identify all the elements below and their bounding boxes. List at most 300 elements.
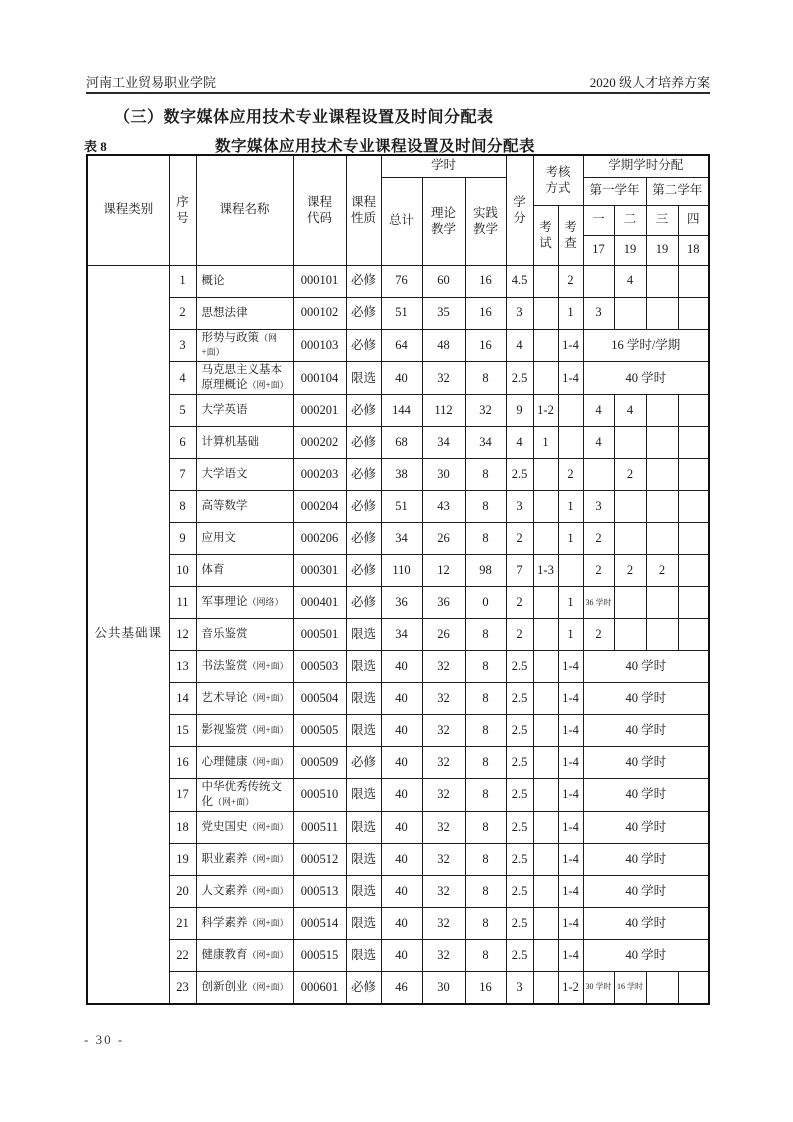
course-name-cell bbox=[196, 265, 293, 297]
semester-hours-merged-cell: 40 学时 bbox=[583, 779, 709, 812]
hours-practice-cell: 8 bbox=[465, 844, 506, 876]
hours-total-cell: 40 bbox=[381, 908, 422, 940]
semester-3-hours-cell bbox=[646, 459, 678, 491]
hours-practice-cell: 8 bbox=[465, 715, 506, 747]
section-heading: （三）数字媒体应用技术专业课程设置及时间分配表 bbox=[114, 109, 494, 126]
credit-cell: 3 bbox=[506, 297, 533, 329]
semester-hours-merged-cell: 40 学时 bbox=[583, 844, 709, 876]
course-table-body bbox=[87, 265, 709, 1004]
semester-2-hours-cell bbox=[614, 297, 646, 329]
course-name-text: 思想法律 bbox=[201, 306, 248, 319]
semester-hours-merged-cell: 40 学时 bbox=[583, 876, 709, 908]
course-no-cell: 3 bbox=[169, 329, 196, 362]
week-count-sem1: 17 bbox=[583, 235, 614, 265]
week-count-sem3: 19 bbox=[646, 235, 678, 265]
course-row bbox=[87, 908, 709, 940]
course-code-cell: 000601 bbox=[293, 972, 346, 1004]
credit-cell: 2.5 bbox=[506, 844, 533, 876]
hours-practice-cell: 8 bbox=[465, 876, 506, 908]
course-code-cell: 000104 bbox=[293, 362, 346, 395]
course-name-note: （网+面） bbox=[213, 797, 255, 808]
semester-4-hours-cell bbox=[678, 587, 709, 619]
hours-theory-cell: 36 bbox=[422, 587, 465, 619]
hours-practice-cell: 8 bbox=[465, 779, 506, 812]
hours-theory-cell: 12 bbox=[422, 555, 465, 587]
course-name-text: 中华优秀传统文化 bbox=[201, 781, 282, 809]
course-name-cell bbox=[196, 844, 293, 876]
hours-total-cell: 38 bbox=[381, 459, 422, 491]
semester-3-hours-cell bbox=[646, 265, 678, 297]
credit-cell: 9 bbox=[506, 395, 533, 427]
course-row bbox=[87, 459, 709, 491]
hours-total-cell: 34 bbox=[381, 619, 422, 651]
course-row bbox=[87, 523, 709, 555]
exam-semester-cell bbox=[533, 683, 558, 715]
col-header-total: 总计 bbox=[381, 177, 422, 265]
exam-semester-cell bbox=[533, 587, 558, 619]
semester-3-hours-cell bbox=[646, 587, 678, 619]
credit-cell: 2.5 bbox=[506, 459, 533, 491]
course-code-cell: 000515 bbox=[293, 940, 346, 972]
course-code-cell: 000503 bbox=[293, 651, 346, 683]
hours-total-cell: 68 bbox=[381, 427, 422, 459]
course-no-cell: 2 bbox=[169, 297, 196, 329]
course-nature-cell: 限选 bbox=[346, 908, 381, 940]
course-nature-cell: 限选 bbox=[346, 876, 381, 908]
course-name-text: 应用文 bbox=[201, 532, 236, 545]
course-nature-cell: 必修 bbox=[346, 491, 381, 523]
hours-practice-cell: 8 bbox=[465, 908, 506, 940]
course-code-cell: 000501 bbox=[293, 619, 346, 651]
course-row bbox=[87, 619, 709, 651]
course-no-cell: 21 bbox=[169, 908, 196, 940]
hours-theory-cell: 34 bbox=[422, 427, 465, 459]
col-header-sem1: 一 bbox=[583, 205, 614, 235]
col-header-sem4: 四 bbox=[678, 205, 709, 235]
course-row bbox=[87, 555, 709, 587]
exam-semester-cell: 1-2 bbox=[533, 395, 558, 427]
course-no-cell: 14 bbox=[169, 683, 196, 715]
course-nature-cell: 必修 bbox=[346, 747, 381, 779]
hours-total-cell: 36 bbox=[381, 587, 422, 619]
hours-practice-cell: 0 bbox=[465, 587, 506, 619]
course-name-note: （网+面） bbox=[247, 725, 289, 736]
hours-total-cell: 64 bbox=[381, 329, 422, 362]
course-row bbox=[87, 812, 709, 844]
semester-3-hours-cell bbox=[646, 619, 678, 651]
course-schedule-table bbox=[86, 154, 710, 1005]
course-no-cell: 16 bbox=[169, 747, 196, 779]
check-semester-cell: 2 bbox=[558, 265, 583, 297]
course-name-cell bbox=[196, 459, 293, 491]
col-header-credit bbox=[506, 155, 533, 265]
category-cell: 公共基础课 bbox=[87, 265, 169, 1004]
table-caption bbox=[86, 134, 708, 154]
course-nature-cell: 必修 bbox=[346, 555, 381, 587]
exam-semester-cell: 1-3 bbox=[533, 555, 558, 587]
semester-2-hours-cell: 2 bbox=[614, 555, 646, 587]
course-code-cell: 000202 bbox=[293, 427, 346, 459]
semester-2-hours-cell bbox=[614, 587, 646, 619]
hours-total-cell: 40 bbox=[381, 651, 422, 683]
semester-4-hours-cell bbox=[678, 555, 709, 587]
hours-total-cell: 40 bbox=[381, 715, 422, 747]
course-name-text: 心理健康 bbox=[201, 756, 248, 769]
course-name-text: 大学语文 bbox=[201, 468, 248, 481]
hours-total-cell: 110 bbox=[381, 555, 422, 587]
col-header-nature-label: 课程性质 bbox=[350, 195, 376, 226]
semester-2-hours-cell bbox=[614, 491, 646, 523]
credit-cell: 2.5 bbox=[506, 779, 533, 812]
course-code-cell: 000101 bbox=[293, 265, 346, 297]
course-row bbox=[87, 651, 709, 683]
course-name-text: 书法鉴赏 bbox=[201, 660, 248, 673]
semester-hours-merged-cell: 40 学时 bbox=[583, 715, 709, 747]
check-semester-cell: 1-4 bbox=[558, 362, 583, 395]
course-row bbox=[87, 329, 709, 362]
semester-4-hours-cell bbox=[678, 297, 709, 329]
col-group-year1: 第一学年 bbox=[583, 177, 646, 205]
semester-4-hours-cell bbox=[678, 523, 709, 555]
course-code-cell: 000511 bbox=[293, 812, 346, 844]
credit-cell: 4.5 bbox=[506, 265, 533, 297]
credit-cell: 2.5 bbox=[506, 940, 533, 972]
credit-cell: 2.5 bbox=[506, 747, 533, 779]
course-row bbox=[87, 876, 709, 908]
hours-theory-cell: 32 bbox=[422, 715, 465, 747]
hours-theory-cell: 32 bbox=[422, 683, 465, 715]
credit-cell: 2.5 bbox=[506, 812, 533, 844]
course-no-cell: 22 bbox=[169, 940, 196, 972]
course-name-note: （网+面） bbox=[201, 332, 278, 358]
check-semester-cell: 1-4 bbox=[558, 812, 583, 844]
course-nature-cell: 限选 bbox=[346, 362, 381, 395]
course-name-cell bbox=[196, 683, 293, 715]
hours-practice-cell: 8 bbox=[465, 651, 506, 683]
course-nature-cell: 必修 bbox=[346, 459, 381, 491]
course-name-cell bbox=[196, 876, 293, 908]
hours-practice-cell: 98 bbox=[465, 555, 506, 587]
hours-practice-cell: 16 bbox=[465, 329, 506, 362]
semester-1-hours-cell: 4 bbox=[583, 395, 614, 427]
course-name-text: 人文素养 bbox=[201, 885, 248, 898]
exam-semester-cell bbox=[533, 491, 558, 523]
semester-hours-merged-cell: 40 学时 bbox=[583, 908, 709, 940]
col-header-theory-label: 理论教学 bbox=[430, 205, 456, 236]
exam-semester-cell bbox=[533, 779, 558, 812]
semester-1-hours-cell: 30 学时 bbox=[583, 972, 614, 1004]
check-semester-cell bbox=[558, 395, 583, 427]
course-code-cell: 000513 bbox=[293, 876, 346, 908]
course-name-cell bbox=[196, 491, 293, 523]
semester-3-hours-cell: 2 bbox=[646, 555, 678, 587]
semester-hours-merged-cell: 40 学时 bbox=[583, 940, 709, 972]
hours-practice-cell: 8 bbox=[465, 523, 506, 555]
credit-cell: 3 bbox=[506, 491, 533, 523]
check-semester-cell: 1 bbox=[558, 297, 583, 329]
check-semester-cell: 1-4 bbox=[558, 876, 583, 908]
semester-2-hours-cell: 2 bbox=[614, 459, 646, 491]
semester-1-hours-cell bbox=[583, 459, 614, 491]
exam-semester-cell bbox=[533, 619, 558, 651]
course-nature-cell: 必修 bbox=[346, 972, 381, 1004]
hours-practice-cell: 8 bbox=[465, 491, 506, 523]
page-number: - 30 - bbox=[84, 1032, 125, 1047]
hours-practice-cell: 8 bbox=[465, 812, 506, 844]
semester-2-hours-cell bbox=[614, 619, 646, 651]
course-name-cell bbox=[196, 908, 293, 940]
course-code-cell: 000514 bbox=[293, 908, 346, 940]
course-name-cell bbox=[196, 587, 293, 619]
hours-theory-cell: 26 bbox=[422, 523, 465, 555]
check-semester-cell: 1-4 bbox=[558, 844, 583, 876]
course-no-cell: 23 bbox=[169, 972, 196, 1004]
hours-practice-cell: 8 bbox=[465, 940, 506, 972]
col-header-theory bbox=[422, 177, 465, 265]
course-name-text: 马克思主义基本原理概论 bbox=[201, 364, 282, 392]
col-group-year2: 第二学年 bbox=[646, 177, 709, 205]
table-title: 数字媒体应用技术专业课程设置及时间分配表 bbox=[214, 138, 535, 155]
hours-theory-cell: 48 bbox=[422, 329, 465, 362]
col-group-hours: 学时 bbox=[381, 155, 506, 177]
course-no-cell: 6 bbox=[169, 427, 196, 459]
col-header-exam-label: 考试 bbox=[539, 219, 552, 250]
hours-total-cell: 40 bbox=[381, 876, 422, 908]
hours-theory-cell: 32 bbox=[422, 747, 465, 779]
header-plan-name: 2020 级人才培养方案 bbox=[589, 75, 710, 90]
col-header-check-label: 考查 bbox=[564, 219, 577, 250]
check-semester-cell: 1 bbox=[558, 491, 583, 523]
course-name-cell bbox=[196, 329, 293, 362]
course-nature-cell: 限选 bbox=[346, 812, 381, 844]
course-name-text: 影视鉴赏 bbox=[201, 724, 248, 737]
semester-1-hours-cell: 2 bbox=[583, 523, 614, 555]
semester-hours-merged-cell: 40 学时 bbox=[583, 651, 709, 683]
course-name-text: 体育 bbox=[201, 564, 225, 577]
exam-semester-cell bbox=[533, 812, 558, 844]
course-name-cell bbox=[196, 395, 293, 427]
course-nature-cell: 限选 bbox=[346, 715, 381, 747]
hours-practice-cell: 16 bbox=[465, 265, 506, 297]
course-row bbox=[87, 427, 709, 459]
semester-1-hours-cell: 2 bbox=[583, 619, 614, 651]
course-code-cell: 000504 bbox=[293, 683, 346, 715]
hours-theory-cell: 32 bbox=[422, 812, 465, 844]
course-code-cell: 000102 bbox=[293, 297, 346, 329]
course-name-cell bbox=[196, 940, 293, 972]
check-semester-cell: 1 bbox=[558, 587, 583, 619]
credit-cell: 3 bbox=[506, 972, 533, 1004]
exam-semester-cell bbox=[533, 908, 558, 940]
course-code-cell: 000301 bbox=[293, 555, 346, 587]
course-no-cell: 15 bbox=[169, 715, 196, 747]
course-nature-cell: 限选 bbox=[346, 683, 381, 715]
week-count-sem2: 19 bbox=[614, 235, 646, 265]
course-no-cell: 18 bbox=[169, 812, 196, 844]
col-header-sem3: 三 bbox=[646, 205, 678, 235]
exam-semester-cell bbox=[533, 940, 558, 972]
semester-3-hours-cell bbox=[646, 523, 678, 555]
course-name-text: 军事理论 bbox=[201, 596, 248, 609]
course-no-cell: 1 bbox=[169, 265, 196, 297]
semester-4-hours-cell bbox=[678, 395, 709, 427]
check-semester-cell: 1-4 bbox=[558, 908, 583, 940]
check-semester-cell: 1-4 bbox=[558, 329, 583, 362]
col-header-category: 课程类别 bbox=[87, 155, 169, 265]
course-nature-cell: 必修 bbox=[346, 587, 381, 619]
course-name-text: 高等数学 bbox=[201, 500, 248, 513]
exam-semester-cell bbox=[533, 362, 558, 395]
exam-semester-cell bbox=[533, 265, 558, 297]
week-count-sem4: 18 bbox=[678, 235, 709, 265]
semester-hours-merged-cell: 40 学时 bbox=[583, 683, 709, 715]
semester-1-hours-cell bbox=[583, 265, 614, 297]
col-group-assessment-label: 考核方式 bbox=[545, 165, 571, 196]
course-name-note: （网+面） bbox=[247, 661, 289, 672]
col-header-code bbox=[293, 155, 346, 265]
course-row bbox=[87, 747, 709, 779]
col-header-no-label: 序号 bbox=[176, 195, 189, 226]
course-row bbox=[87, 940, 709, 972]
course-no-cell: 20 bbox=[169, 876, 196, 908]
hours-theory-cell: 32 bbox=[422, 876, 465, 908]
check-semester-cell bbox=[558, 555, 583, 587]
hours-practice-cell: 34 bbox=[465, 427, 506, 459]
semester-1-hours-cell: 3 bbox=[583, 491, 614, 523]
hours-theory-cell: 32 bbox=[422, 908, 465, 940]
course-no-cell: 12 bbox=[169, 619, 196, 651]
course-code-cell: 000203 bbox=[293, 459, 346, 491]
credit-cell: 2 bbox=[506, 587, 533, 619]
course-row bbox=[87, 362, 709, 395]
course-code-cell: 000509 bbox=[293, 747, 346, 779]
semester-2-hours-cell: 4 bbox=[614, 265, 646, 297]
semester-hours-merged-cell: 40 学时 bbox=[583, 747, 709, 779]
course-row bbox=[87, 972, 709, 1004]
semester-4-hours-cell bbox=[678, 972, 709, 1004]
credit-cell: 2.5 bbox=[506, 362, 533, 395]
course-code-cell: 000103 bbox=[293, 329, 346, 362]
credit-cell: 2.5 bbox=[506, 876, 533, 908]
exam-semester-cell bbox=[533, 329, 558, 362]
col-header-check bbox=[558, 205, 583, 265]
course-name-text: 健康教育 bbox=[201, 949, 248, 962]
semester-1-hours-cell: 2 bbox=[583, 555, 614, 587]
course-name-text: 音乐鉴赏 bbox=[201, 628, 248, 641]
exam-semester-cell: 1 bbox=[533, 427, 558, 459]
course-nature-cell: 必修 bbox=[346, 523, 381, 555]
hours-total-cell: 46 bbox=[381, 972, 422, 1004]
exam-semester-cell bbox=[533, 972, 558, 1004]
course-row bbox=[87, 587, 709, 619]
col-header-name: 课程名称 bbox=[196, 155, 293, 265]
col-group-assessment bbox=[533, 155, 583, 205]
check-semester-cell: 1-2 bbox=[558, 972, 583, 1004]
course-name-cell bbox=[196, 715, 293, 747]
course-name-note: （网+面） bbox=[247, 854, 289, 865]
semester-1-hours-cell: 36 学时 bbox=[583, 587, 614, 619]
hours-theory-cell: 112 bbox=[422, 395, 465, 427]
course-name-note: （网+面） bbox=[247, 918, 289, 929]
credit-cell: 2 bbox=[506, 619, 533, 651]
hours-theory-cell: 30 bbox=[422, 459, 465, 491]
credit-cell: 2.5 bbox=[506, 651, 533, 683]
hours-total-cell: 40 bbox=[381, 844, 422, 876]
course-code-cell: 000401 bbox=[293, 587, 346, 619]
exam-semester-cell bbox=[533, 651, 558, 683]
semester-hours-merged-cell: 16 学时/学期 bbox=[583, 329, 709, 362]
check-semester-cell: 1 bbox=[558, 619, 583, 651]
hours-theory-cell: 35 bbox=[422, 297, 465, 329]
table-number-label: 表 8 bbox=[84, 139, 107, 154]
hours-practice-cell: 8 bbox=[465, 619, 506, 651]
hours-total-cell: 51 bbox=[381, 491, 422, 523]
course-name-note: （网+面） bbox=[247, 950, 289, 961]
hours-practice-cell: 8 bbox=[465, 747, 506, 779]
semester-2-hours-cell: 4 bbox=[614, 395, 646, 427]
course-name-cell bbox=[196, 427, 293, 459]
course-name-cell bbox=[196, 779, 293, 812]
course-name-note: （网络） bbox=[247, 597, 284, 608]
course-row bbox=[87, 265, 709, 297]
credit-cell: 2.5 bbox=[506, 908, 533, 940]
course-name-cell bbox=[196, 555, 293, 587]
page-header bbox=[86, 72, 710, 94]
semester-4-hours-cell bbox=[678, 459, 709, 491]
exam-semester-cell bbox=[533, 523, 558, 555]
check-semester-cell: 1-4 bbox=[558, 747, 583, 779]
course-no-cell: 9 bbox=[169, 523, 196, 555]
semester-3-hours-cell bbox=[646, 297, 678, 329]
course-name-cell bbox=[196, 362, 293, 395]
course-no-cell: 17 bbox=[169, 779, 196, 812]
course-code-cell: 000201 bbox=[293, 395, 346, 427]
semester-2-hours-cell bbox=[614, 523, 646, 555]
course-name-cell bbox=[196, 812, 293, 844]
exam-semester-cell bbox=[533, 297, 558, 329]
course-name-text: 党史国史 bbox=[201, 821, 248, 834]
course-code-cell: 000510 bbox=[293, 779, 346, 812]
course-no-cell: 8 bbox=[169, 491, 196, 523]
check-semester-cell: 1-4 bbox=[558, 779, 583, 812]
course-row bbox=[87, 683, 709, 715]
hours-practice-cell: 16 bbox=[465, 297, 506, 329]
col-header-code-label: 课程代码 bbox=[306, 195, 332, 226]
hours-theory-cell: 32 bbox=[422, 940, 465, 972]
col-header-exam bbox=[533, 205, 558, 265]
course-nature-cell: 必修 bbox=[346, 395, 381, 427]
hours-practice-cell: 16 bbox=[465, 972, 506, 1004]
hours-practice-cell: 8 bbox=[465, 683, 506, 715]
semester-2-hours-cell bbox=[614, 427, 646, 459]
course-name-note: （网+面） bbox=[247, 757, 289, 768]
course-no-cell: 13 bbox=[169, 651, 196, 683]
course-no-cell: 19 bbox=[169, 844, 196, 876]
semester-3-hours-cell bbox=[646, 427, 678, 459]
hours-practice-cell: 8 bbox=[465, 459, 506, 491]
hours-total-cell: 40 bbox=[381, 940, 422, 972]
course-name-text: 形势与政策 bbox=[201, 331, 259, 344]
col-header-credit-label: 学分 bbox=[513, 195, 526, 226]
check-semester-cell: 1-4 bbox=[558, 651, 583, 683]
course-name-text: 科学素养 bbox=[201, 917, 248, 930]
course-code-cell: 000505 bbox=[293, 715, 346, 747]
semester-1-hours-cell: 4 bbox=[583, 427, 614, 459]
course-name-cell bbox=[196, 651, 293, 683]
col-header-practice-label: 实践教学 bbox=[472, 205, 498, 236]
course-name-note: （网+面） bbox=[247, 693, 289, 704]
exam-semester-cell bbox=[533, 844, 558, 876]
